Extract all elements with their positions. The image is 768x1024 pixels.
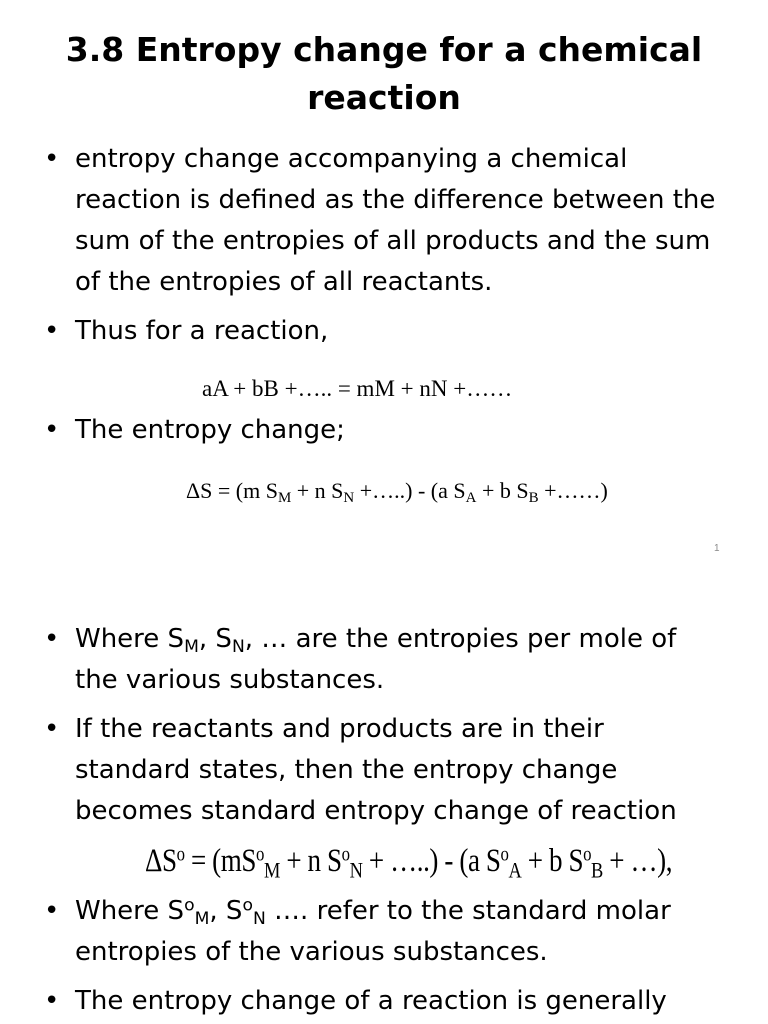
bullet-mark: • bbox=[44, 624, 60, 654]
bullet-text: entropy change accompanying a chemical reaction is defined as the difference between the sum of the entropies of all products and the sum of the entropies of all reactants. bbox=[75, 144, 716, 297]
bullet-definition bbox=[44, 139, 724, 303]
page-number: 1 bbox=[714, 543, 720, 554]
reaction-equation: aA + bB +….. = mM + nN +…… bbox=[202, 376, 513, 401]
bullet-where-standard bbox=[44, 891, 724, 973]
bullet-entropy-change bbox=[44, 410, 724, 451]
slide-title: 3.8 Entropy change for a chemical reaction bbox=[65, 30, 703, 117]
bullet-thus bbox=[44, 311, 724, 352]
bullet-mark: • bbox=[44, 316, 60, 346]
bullet-mark: • bbox=[44, 415, 60, 445]
bullet-where-molar bbox=[44, 619, 724, 701]
bullet-text: The entropy change; bbox=[75, 415, 345, 445]
bullet-text: Where $S_M$, $S_N$, … are the entropies per mole of the various substances. bbox=[75, 624, 677, 695]
standard-delta-s-equation: $\Delta S^o = (mS^o_M + n$ $S^o_N$ + …..) - (a $S^o_A + b$ $S^o_B$ + …), bbox=[145, 843, 673, 883]
bullet-text: Where $S^o_M$, $S^o_N$ …. refer to the standard molar entropies of the various substances. bbox=[75, 895, 671, 967]
bullet-text: If the reactants and products are in their standard states, then the entropy change becomes standard entropy change of reaction bbox=[75, 714, 677, 826]
bullet-mark: • bbox=[44, 986, 60, 1016]
bullet-generally bbox=[44, 981, 724, 1022]
bullet-mark: • bbox=[44, 714, 60, 744]
bullet-text: The entropy change of a reaction is generally bbox=[75, 986, 667, 1016]
bullet-standard-states bbox=[44, 709, 724, 832]
delta-s-equation: ΔS = (m $S_M + n$ $S_N$ +…..) - (a $S_A + b$ $S_B$ +……) bbox=[186, 478, 608, 507]
bullet-text: Thus for a reaction, bbox=[75, 316, 329, 346]
bullet-mark: • bbox=[44, 144, 60, 174]
bullet-mark: • bbox=[44, 896, 60, 926]
